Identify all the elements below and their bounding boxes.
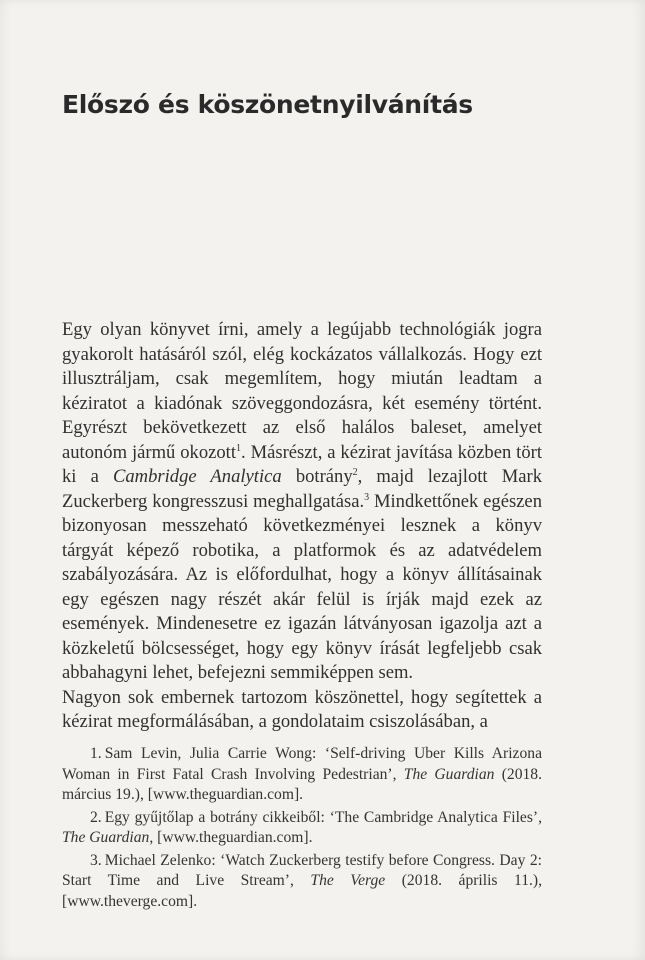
footnote-text: Egy gyűjtőlap a botrány cikkeiből: ‘The Cambridge Analytica Files’, — [104, 808, 542, 826]
footnote-source: The Guardian — [403, 765, 495, 783]
paragraph-1 — [62, 318, 542, 686]
footnote-number: 3. — [90, 851, 102, 869]
paragraph-2: Nagyon sok embernek tartozom köszönettel, hogy segítettek a kézirat megformálásában, a gondolataim csiszolásában, a — [62, 686, 542, 732]
footnote-source: The Guardian — [62, 829, 150, 846]
footnotes — [62, 744, 542, 914]
footnote-source: The Verge — [310, 872, 386, 889]
footnote-3 — [62, 851, 542, 913]
paragraph-1-part-b: . Másrészt, a kézirat javítása közben tört ki a — [62, 441, 542, 487]
paragraph-1-part-d: , majd lezajlott Mark Zuckerberg kongresszusi meghallgatása. — [62, 466, 542, 512]
footnote-number: 2. — [90, 808, 102, 826]
paragraph-1-part-c: botrány — [281, 466, 353, 487]
footnote-1 — [62, 744, 542, 806]
footnote-text: Michael Zelenko: ‘Watch Zuckerberg testify before Congress. Day 2: Start Time and Live Stream’, — [62, 851, 542, 889]
footnote-ref-2: 2 — [352, 466, 358, 478]
paragraph-1-part-e: Mindkettőnek egészen bizonyosan messzeható következményei lesznek a könyv tárgyát képező robotika, a platformok és az adatvédelem szabályozására. Az is előfordulhat, hogy a könyv állításainak egy egészen nagy részét akár felül is írják majd ezek az események. Mindenesetre ez igazán látványosan igazolja azt a közkeletű bölcsességet, hogy egy könyv írását legfeljebb csak abbahagyni lehet, befejezni semmiképpen sem. — [62, 490, 542, 683]
footnote-ref-3: 3 — [364, 491, 370, 503]
footnote-text-end: (2018. április 11.), [www.theverge.com]. — [62, 872, 543, 910]
paragraph-1-part-a: Egy olyan könyvet írni, amely a legújabb technológiák jogra gyakorolt hatásáról szól, elég kockázatos vállalkozás. Hogy ezt illusztráljam, csak megemlítem, hogy miután leadtam a kéziratot a kiadónak szöveggondozásra, két esemény történt. Egyrészt bekövetkezett az első halálos baleset, amelyet autonóm jármű okozott — [62, 319, 542, 463]
footnote-2 — [62, 808, 542, 849]
footnote-ref-1: 1 — [236, 442, 242, 454]
footnote-text: Sam Levin, Julia Carrie Wong: ‘Self-driving Uber Kills Arizona Woman in First Fatal Crash Involving Pedestrian’, — [62, 745, 542, 783]
paragraph-1-italic: Cambridge Analytica — [112, 466, 282, 487]
page-title: Előszó és köszönetnyilvánítás — [62, 90, 473, 119]
main-text — [62, 318, 542, 735]
footnote-text-end: , [www.theguardian.com]. — [149, 829, 313, 846]
footnote-text-end: (2018. március 19.), [www.theguardian.com]. — [62, 765, 542, 803]
footnote-number: 1. — [90, 745, 102, 762]
